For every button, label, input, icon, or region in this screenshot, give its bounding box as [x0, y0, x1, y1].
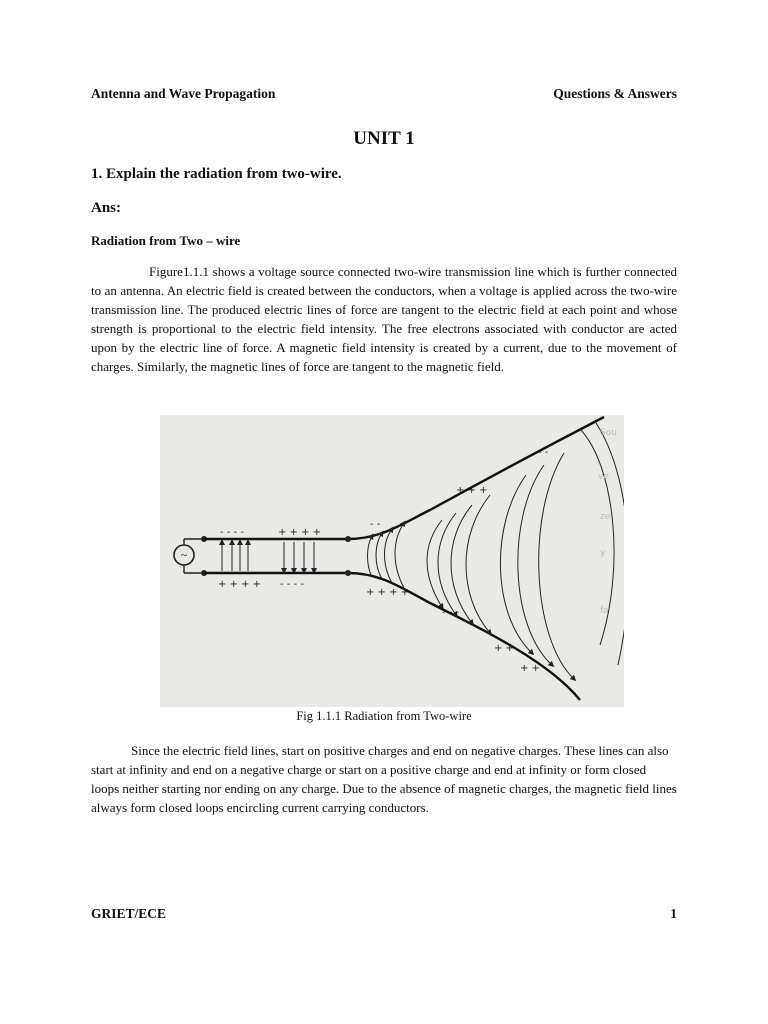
svg-text:fa: fa: [600, 606, 609, 616]
svg-text:ve: ve: [598, 472, 609, 482]
upper-conductor: [204, 417, 604, 539]
body-paragraph-1: Figure1.1.1 shows a voltage source connected two-wire transmission line which is further connected to an antenna. An electric field is created between the conductors, when a voltage is applied across the two-wire transmission line. The produced electric lines of force are tangent to the electric field at each point and whose strength is proportional to the electric field intensity. The free electrons associated with conductor are acted upon by the electric line of force. A magnetic field intensity is created by a current, due to the movement of charges. Similarly, the magnetic lines of force are tangent to the magnetic field.: [91, 264, 677, 374]
question-heading: 1. Explain the radiation from two-wire.: [91, 166, 342, 182]
page-footer: [91, 906, 677, 922]
svg-text:Sou: Sou: [600, 428, 617, 438]
figure-caption: Fig 1.1.1 Radiation from Two-wire: [296, 709, 472, 723]
scan-bleed-through: [598, 428, 617, 616]
section-subheading: Radiation from Two – wire: [91, 233, 241, 248]
svg-text:ze: ze: [600, 512, 611, 522]
svg-text:- -: - -: [370, 519, 381, 530]
svg-text:+ + + +: + + + +: [366, 587, 410, 598]
svg-text:y: y: [600, 548, 606, 558]
answer-label: Ans:: [91, 200, 122, 216]
figure-two-wire-radiation: [160, 415, 624, 707]
unit-title: UNIT 1: [353, 128, 415, 149]
page-header: [91, 86, 677, 102]
svg-text:+ + +: + + +: [456, 485, 488, 496]
svg-text:+ +: + +: [520, 663, 540, 674]
header-section-title: Questions & Answers: [553, 86, 677, 101]
svg-text:- - -: - - -: [442, 607, 460, 618]
voltage-source-symbol: ~: [180, 548, 188, 562]
page-number: 1: [670, 906, 677, 921]
electric-field-lines: [222, 423, 624, 679]
svg-text:+ +: + +: [494, 643, 514, 654]
svg-text:- - - -: - - - -: [220, 527, 244, 538]
svg-text:+ + + +: + + + +: [218, 579, 262, 590]
footer-institution: GRIET/ECE: [91, 906, 167, 921]
svg-text:- -: - -: [538, 447, 549, 458]
svg-text:+ + + +: + + + +: [278, 527, 322, 538]
radiation-diagram: [160, 415, 624, 707]
header-course-title: Antenna and Wave Propagation: [91, 86, 276, 101]
svg-text:- - - -: - - - -: [280, 579, 304, 590]
body-paragraph-2: Since the electric field lines, start on positive charges and end on negative charges. These lines can also start at infinity and end on a negative charge or start on a positive charge and end at infinity or form closed loops neither starting nor ending on any charge. Due to the absence of magnetic charges, the magnetic field lines always form closed loops encircling current carrying conductors.: [91, 743, 677, 815]
